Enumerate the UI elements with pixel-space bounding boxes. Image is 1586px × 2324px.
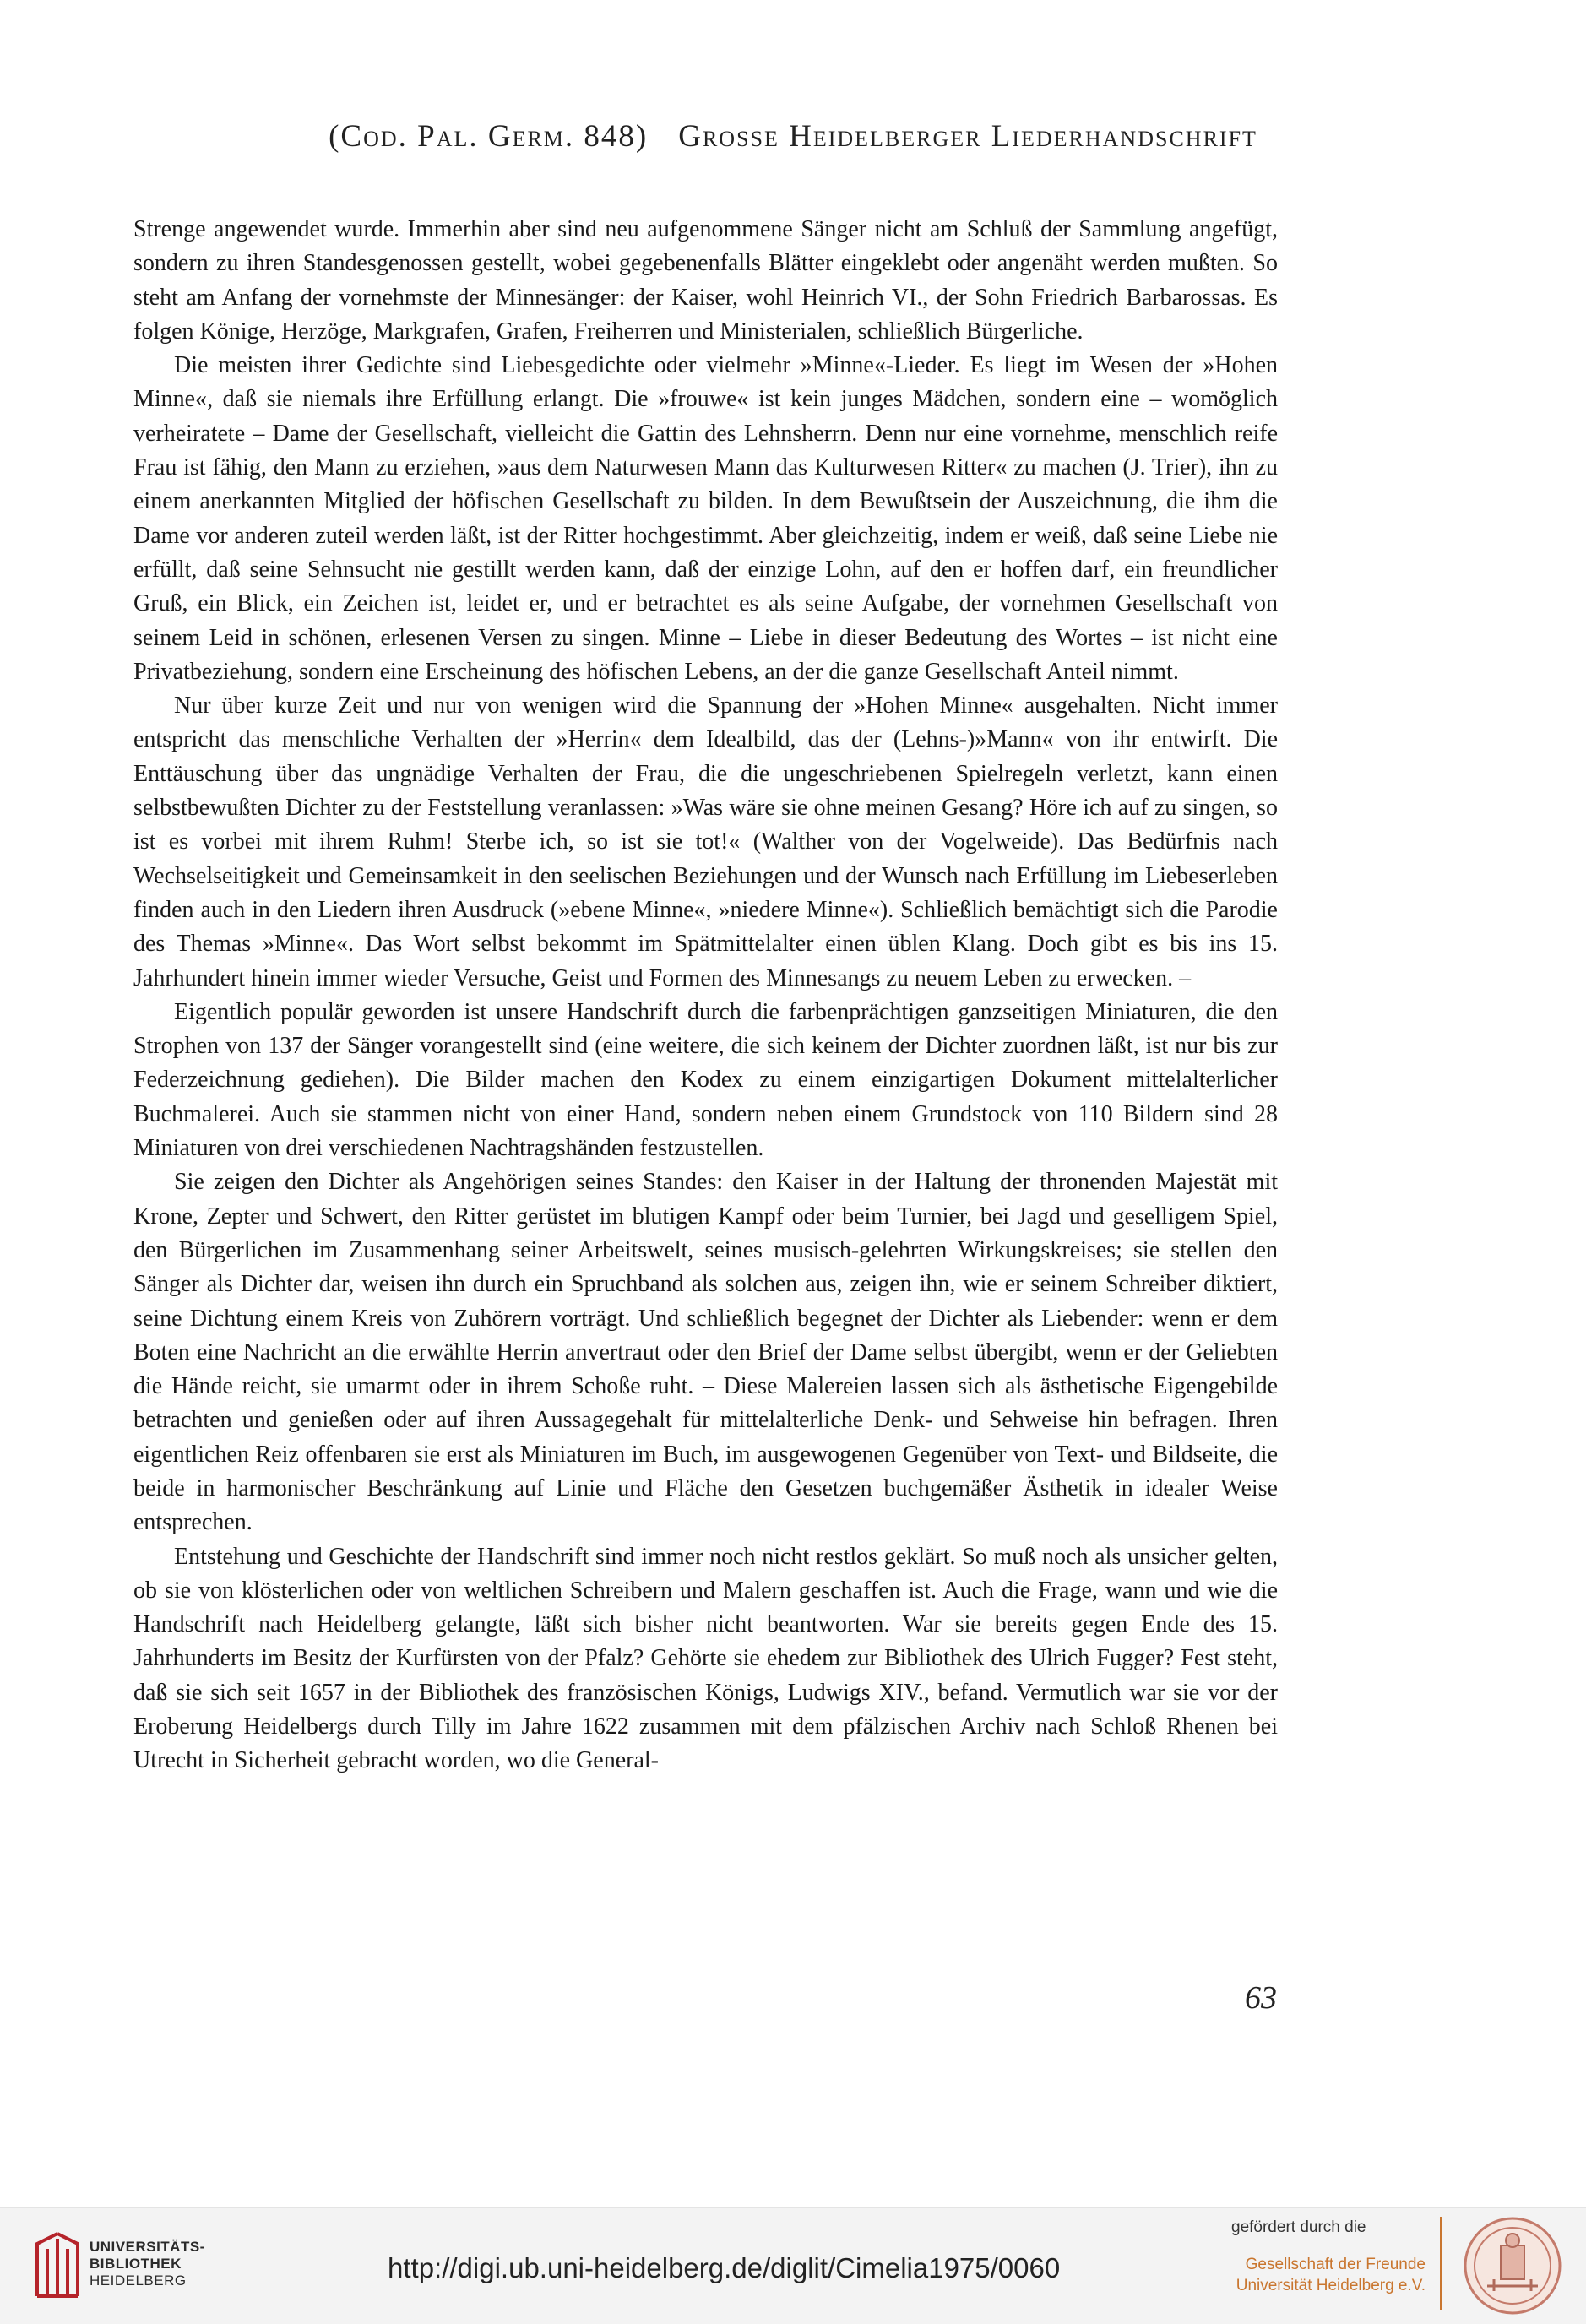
header-right: Grosse Heidelberger Liederhandschrift (678, 119, 1257, 154)
running-header (0, 118, 1586, 155)
library-name-line-3: HEIDELBERG (90, 2272, 187, 2289)
university-seal-icon (1462, 2215, 1563, 2316)
permalink-url[interactable]: http://digi.ub.uni-heidelberg.de/diglit/Cimelia1975/0060 (388, 2252, 1061, 2283)
sponsor-name-line-1: Gesellschaft der Freunde (1245, 2256, 1426, 2273)
paragraph-5: Sie zeigen den Dichter als Angehörigen seines Standes: den Kaiser in der Haltung der thronenden Majestät mit Krone, Zepter und Schwert, den Ritter gerüstet im blutigen Kampf oder beim Turnier, bei Jagd und geselligem Spiel, den Bürgerlichen im Zusammenhang seiner Arbeitswelt, seines musisch-gelehrten Wirkungskreises; sie stellen den Sänger als Dichter dar, weisen ihn durch ein Spruchband als solchen aus, zeigen ihn, wie er seinem Schreiber diktiert, seine Dichtung einem Kreis von Zuhörern vorträgt. Und schließlich begegnet der Dichter als Liebender: wenn er dem Boten eine Nachricht an die erwählte Herrin anvertraut oder den Brief der Dame selbst übergibt, wenn er der Geliebten die Hände reicht, sie umarmt oder in ihrem Schoße ruht. – Diese Malereien lassen sich als ästhetische Eigengebilde betrachten und genießen oder auf ihren Aussagegehalt für mittelalterliche Denk- und Sehweise hin befragen. Ihren eigentlichen Reiz offenbaren sie erst als Miniaturen im Buch, im ausgewogenen Gegenüber von Text- und Bildseite, die beide in harmonischer Beschränkung auf Linie und Fläche den Gesetzen buchgemäßer Ästhetik in idealer Weise entsprechen. (133, 1169, 1278, 1536)
header-left: (Cod. Pal. Germ. 848) (329, 119, 649, 154)
page-number: 63 (1245, 1980, 1277, 2016)
paragraph-4: Eigentlich populär geworden ist unsere Handschrift durch die farbenprächtigen ganzseitigen Miniaturen, die den Strophen von 137 der Sänger vorangestellt sind (eine weitere, die sich keinem der Dichter zuordnen läßt, ist nur bis zur Federzeichnung gediehen). Die Bilder machen den Kodex zu einem einzigartigen Dokument mittelalterlicher Buchmalerei. Auch sie stammen nicht von einer Hand, sondern neben einem Grundstock von 110 Bildern sind 28 Miniaturen von drei verschiedenen Nachtragshänden festzustellen. (133, 998, 1278, 1162)
library-name (90, 2239, 258, 2289)
ub-heidelberg-logo-icon[interactable] (32, 2229, 83, 2301)
paragraph-2: Die meisten ihrer Gedichte sind Liebesgedichte oder vielmehr »Minne«-Lieder. Es liegt im Wesen der »Hohen Minne«, daß sie niemals ihre Erfüllung erlangt. Die »frouwe« ist kein junges Mädchen, sondern eine – womöglich verheiratete – Dame der Gesellschaft, vielleicht die Gattin des Lehnsherrn. Denn nur eine vornehme, menschlich reife Frau ist fähig, den Mann zu erziehen, »aus dem Naturwesen Mann das Kulturwesen Ritter« zu machen (J. Trier), ihn zu einem anerkannten Mitglied der höfischen Gesellschaft zu bilden. In dem Bewußtsein der Auszeichnung, die ihm die Dame vor anderen zuteil werden läßt, ist der Ritter hochgestimmt. Aber gleichzeitig, indem er weiß, daß seine Liebe nie erfüllt, daß seine Sehnsucht nie gestillt werden kann, daß der einzige Lohn, auf den er hoffen darf, ein freundlicher Gruß, ein Blick, ein Zeichen ist, leidet er, und er betrachtet es als seine Aufgabe, der vornehmen Gesellschaft von seinem Leid in schönen, erlesenen Versen zu singen. Minne – Liebe in dieser Bedeutung des Wortes – ist nicht eine Privatbeziehung, sondern eine Erscheinung des höfischen Lebens, an der die ganze Gesellschaft Anteil nimmt. (133, 352, 1278, 685)
paragraph-6: Entstehung und Geschichte der Handschrift sind immer noch nicht restlos geklärt. So muß noch als unsicher gelten, ob sie von klösterlichen oder von weltlichen Schreibern und Malern geschaffen ist. Auch die Frage, wann und wie die Handschrift nach Heidelberg gelangte, läßt sich bisher nicht beantworten. War sie bereits gegen Ende des 15. Jahrhunderts im Besitz der Kurfürsten von der Pfalz? Gehörte sie ehedem zur Bibliothek des Ulrich Fugger? Fest steht, daß sie sich seit 1657 in der Bibliothek des französischen Königs, Ludwigs XIV., befand. Vermutlich war sie vor der Eroberung Heidelbergs durch Tilly im Jahre 1622 zusammen mit dem pfälzischen Archiv nach Schloß Rhenen bei Utrecht in Sicherheit gebracht worden, wo die General- (133, 1543, 1278, 1774)
library-name-line-2: BIBLIOTHEK (90, 2256, 182, 2272)
sponsor-name[interactable] (1231, 2254, 1426, 2296)
paragraph-1: Strenge angewendet wurde. Immerhin aber sind neu aufgenommene Sänger nicht am Schluß der Sammlung angefügt, sondern zu ihren Standesgenossen gestellt, wobei gegebenenfalls Blätter eingeklebt oder angenäht werden mußten. So steht am Anfang der vornehmste der Minnesänger: der Kaiser, wohl Heinrich VI., der Sohn Friedrich Barbarossas. Es folgen Könige, Herzöge, Markgrafen, Grafen, Freiherren und Ministerialen, schließlich Bürgerliche. (133, 216, 1278, 345)
body-text (133, 213, 1278, 1778)
sponsor-label: gefördert durch die (1231, 2218, 1366, 2236)
library-name-line-1: UNIVERSITÄTS- (90, 2239, 205, 2255)
sponsor-divider (1440, 2217, 1442, 2310)
sponsor-name-line-2: Universität Heidelberg e.V. (1236, 2277, 1426, 2294)
footer-bar (0, 2207, 1586, 2324)
paragraph-3: Nur über kurze Zeit und nur von wenigen wird die Spannung der »Hohen Minne« ausgehalten. Nicht immer entspricht das menschliche Verhalten der »Herrin« dem Idealbild, das der (Lehns-)»Mann« von ihr entwirft. Die Enttäuschung über das ungnädige Verhalten der Frau, die die ungeschriebenen Spielregeln verletzt, kann einen selbstbewußten Dichter zu der Feststellung veranlassen: »Was wäre sie ohne meinen Gesang? Höre ich auf zu singen, so ist es vorbei mit ihrem Ruhm! Sterbe ich, so ist sie tot!« (Walther von der Vogelweide). Das Bedürfnis nach Wechselseitigkeit und Gemeinsamkeit in den seelischen Beziehungen und der Wunsch nach Erfüllung im Liebeserleben finden auch in den Liedern ihren Ausdruck (»ebene Minne«, »niedere Minne«). Schließlich bemächtigt sich die Parodie des Themas »Minne«. Das Wort selbst bekommt im Spätmittelalter einen üblen Klang. Doch gibt es bis ins 15. Jahrhundert hinein immer wieder Versuche, Geist und Formen des Minnesangs zu neuem Leben zu erwecken. – (133, 692, 1278, 991)
